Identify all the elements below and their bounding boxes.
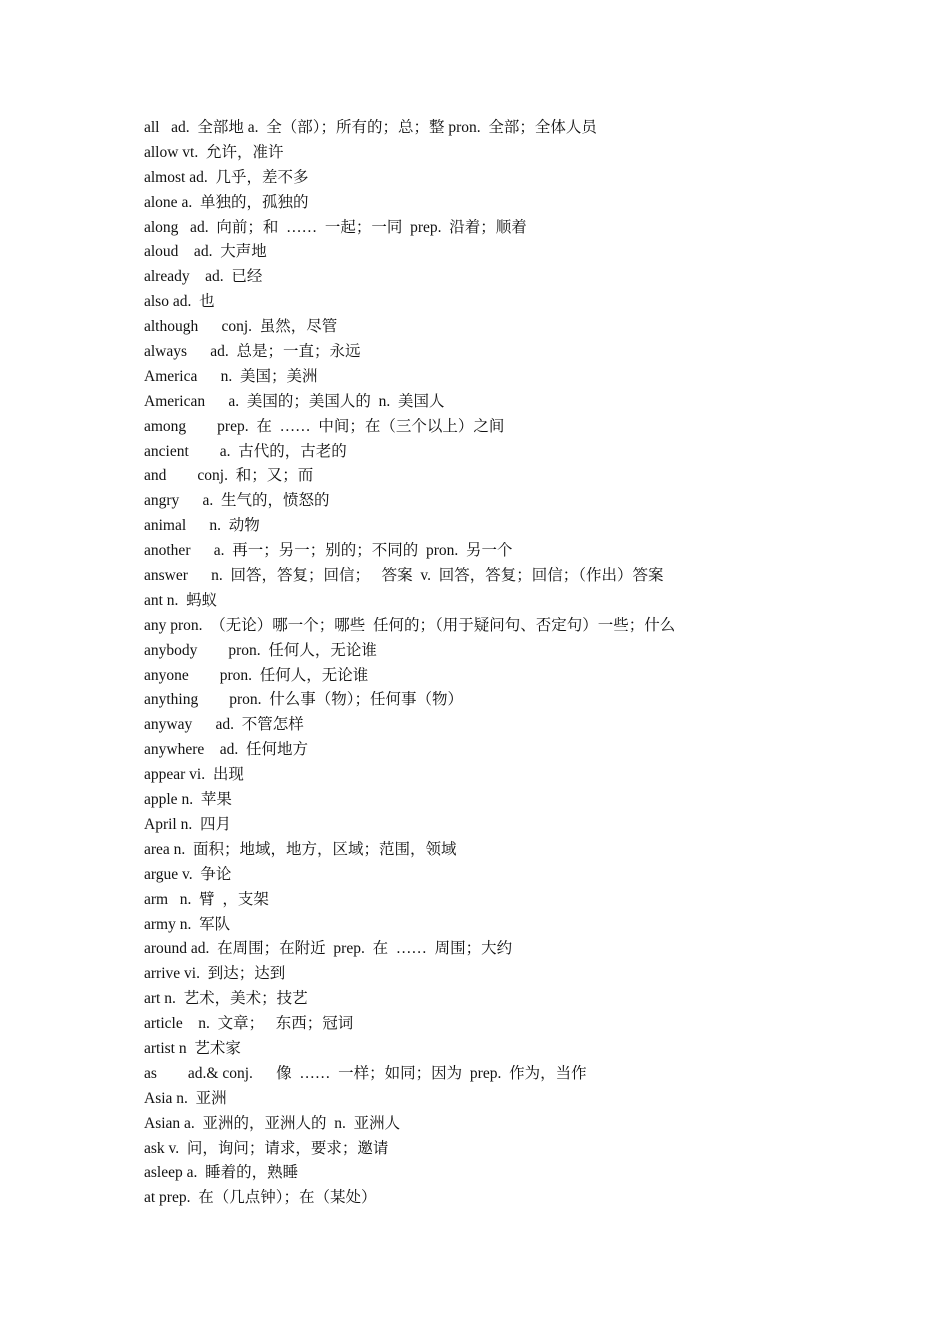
vocab-entry: apple n. 苹果: [144, 791, 232, 809]
vocab-entry: allow vt. 允许，准许: [144, 143, 284, 161]
vocab-entry: another a. 再一；另一；别的；不同的 pron. 另一个: [144, 542, 513, 560]
vocab-entry: area n. 面积；地域，地方，区域；范围，领域: [144, 840, 457, 858]
vocab-entry: all ad. 全部地 a. 全（部）；所有的；总；整 pron. 全部；全体人员: [144, 119, 597, 136]
vocab-entry: ant n. 蚂蚁: [144, 591, 218, 609]
vocab-entry: as ad.& conj. 像 …… 一样；如同；因为 prep. 作为，当作: [144, 1064, 587, 1082]
vocabulary-list: [144, 116, 904, 1211]
vocab-entry: ancient a. 古代的，古老的: [144, 442, 347, 460]
vocab-entry: arrive vi. 到达；达到: [144, 965, 286, 983]
vocab-entry: arm n. 臂 ，支架: [144, 890, 269, 908]
vocab-entry: around ad. 在周围；在附近 prep. 在 …… 周围；大约: [144, 940, 513, 958]
vocab-entry: alone a. 单独的，孤独的: [144, 193, 309, 211]
vocab-entry: appear vi. 出现: [144, 766, 244, 784]
vocab-entry: already ad. 已经: [144, 268, 263, 286]
vocab-entry: almost ad. 几乎，差不多: [144, 168, 309, 186]
vocab-entry: anywhere ad. 任何地方: [144, 741, 308, 759]
vocab-entry: art n. 艺术，美术；技艺: [144, 990, 308, 1008]
vocab-entry: anybody pron. 任何人，无论谁: [144, 641, 377, 659]
vocab-entry: Asian a. 亚洲的，亚洲人的 n. 亚洲人: [144, 1114, 401, 1132]
vocab-entry: any pron. （无论）哪一个；哪些 任何的；（用于疑问句、否定句）一些；什么: [144, 616, 676, 634]
vocab-entry: among prep. 在 …… 中间；在（三个以上）之间: [144, 417, 505, 435]
vocab-entry: Asia n. 亚洲: [144, 1089, 227, 1107]
vocab-entry: army n. 军队: [144, 915, 231, 933]
vocab-entry: and conj. 和；又；而: [144, 467, 314, 485]
vocab-entry: anyone pron. 任何人，无论谁: [144, 666, 369, 684]
vocab-entry: angry a. 生气的，愤怒的: [144, 492, 330, 510]
vocab-entry: ask v. 问，询问；请求，要求；邀请: [144, 1139, 389, 1157]
vocab-entry: American a. 美国的；美国人的 n. 美国人: [144, 392, 445, 410]
vocab-entry: anyway ad. 不管怎样: [144, 716, 304, 734]
vocab-entry: at prep. 在（几点钟）；在（某处）: [144, 1189, 377, 1207]
vocab-entry: artist n 艺术家: [144, 1039, 241, 1057]
vocab-entry: answer n. 回答，答复；回信； 答案 v. 回答，答复；回信；（作出）答案: [144, 567, 664, 585]
vocab-entry: America n. 美国；美洲: [144, 367, 318, 385]
vocab-entry: anything pron. 什么事（物）；任何事（物）: [144, 691, 464, 709]
vocab-entry: article n. 文章； 东西；冠词: [144, 1015, 354, 1033]
vocab-entry: although conj. 虽然，尽管: [144, 318, 338, 336]
vocab-entry: animal n. 动物: [144, 517, 260, 535]
vocab-entry: April n. 四月: [144, 815, 231, 833]
vocab-entry: argue v. 争论: [144, 865, 232, 883]
vocab-entry: aloud ad. 大声地: [144, 243, 267, 261]
vocab-entry: along ad. 向前；和 …… 一起；一同 prep. 沿着；顺着: [144, 218, 527, 236]
vocab-entry: asleep a. 睡着的，熟睡: [144, 1164, 299, 1182]
vocab-entry: also ad. 也: [144, 293, 215, 311]
vocab-entry: always ad. 总是；一直；永远: [144, 343, 361, 361]
